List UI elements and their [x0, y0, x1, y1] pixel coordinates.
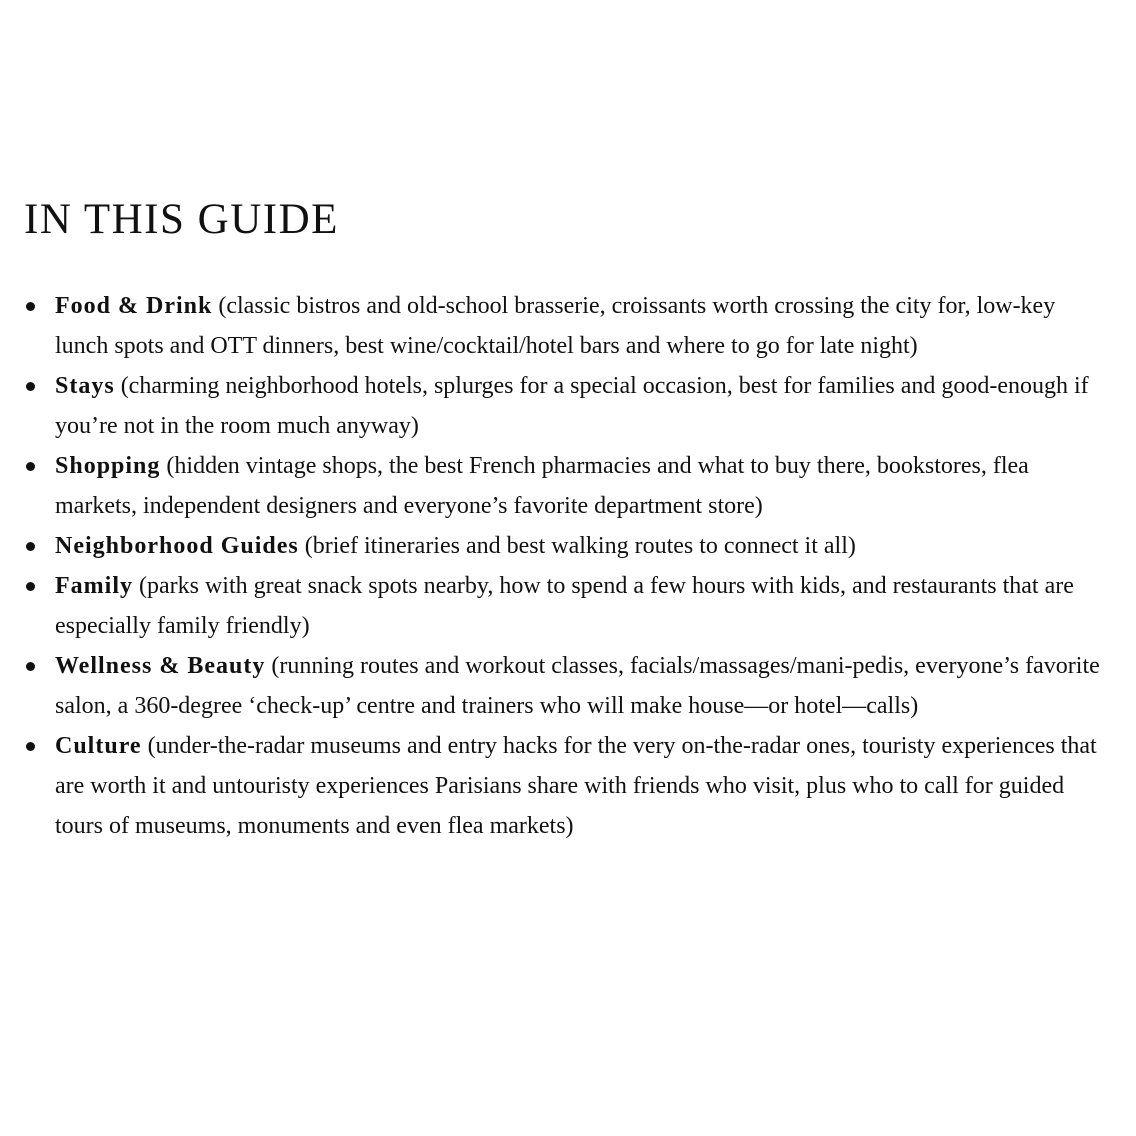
bullet-icon [26, 542, 35, 551]
list-item-culture [0, 726, 1100, 846]
item-label: Neighborhood Guides [55, 533, 299, 559]
bullet-icon [26, 382, 35, 391]
list-item-neighborhood-guides [0, 526, 1100, 566]
item-description: (hidden vintage shops, the best French pharmacies and what to buy there, bookstores, flea markets, independent designers and everyone’s favorite department store) [55, 453, 1029, 519]
bullet-icon [26, 742, 35, 751]
item-description: (charming neighborhood hotels, splurges for a special occasion, best for families and good-enough if you’re not in the room much anyway) [55, 373, 1089, 439]
item-label: Food & Drink [55, 293, 213, 319]
item-label: Culture [55, 733, 142, 759]
item-label: Family [55, 573, 133, 599]
list-item-shopping [0, 446, 1100, 526]
list-item-family [0, 566, 1100, 646]
item-description: (parks with great snack spots nearby, how to spend a few hours with kids, and restaurants that are especially family friendly) [55, 573, 1074, 639]
item-label: Stays [55, 373, 115, 399]
item-description: (classic bistros and old-school brasserie, croissants worth crossing the city for, low-key lunch spots and OTT dinners, best wine/cocktail/hotel bars and where to go for late night) [55, 293, 1056, 359]
page-title: IN THIS GUIDE [24, 196, 339, 243]
list-item-stays [0, 366, 1100, 446]
item-description: (running routes and workout classes, facials/massages/mani-pedis, everyone’s favorite salon, a 360-degree ‘check-up’ centre and trainers who will make house—or hotel—calls) [55, 653, 1100, 719]
bullet-icon [26, 662, 35, 671]
item-description: (under-the-radar museums and entry hacks for the very on-the-radar ones, touristy experiences that are worth it and untouristy experiences Parisians share with friends who visit, plus who to call for guided tours of museums, monuments and even flea markets) [55, 733, 1097, 839]
bullet-icon [26, 462, 35, 471]
bullet-icon [26, 582, 35, 591]
item-label: Shopping [55, 453, 161, 479]
list-item-food-drink [0, 286, 1100, 366]
item-description: (brief itineraries and best walking routes to connect it all) [298, 533, 856, 559]
item-label: Wellness & Beauty [55, 653, 266, 679]
bullet-icon [26, 302, 35, 311]
guide-list [0, 286, 1100, 846]
list-item-wellness-beauty [0, 646, 1100, 726]
